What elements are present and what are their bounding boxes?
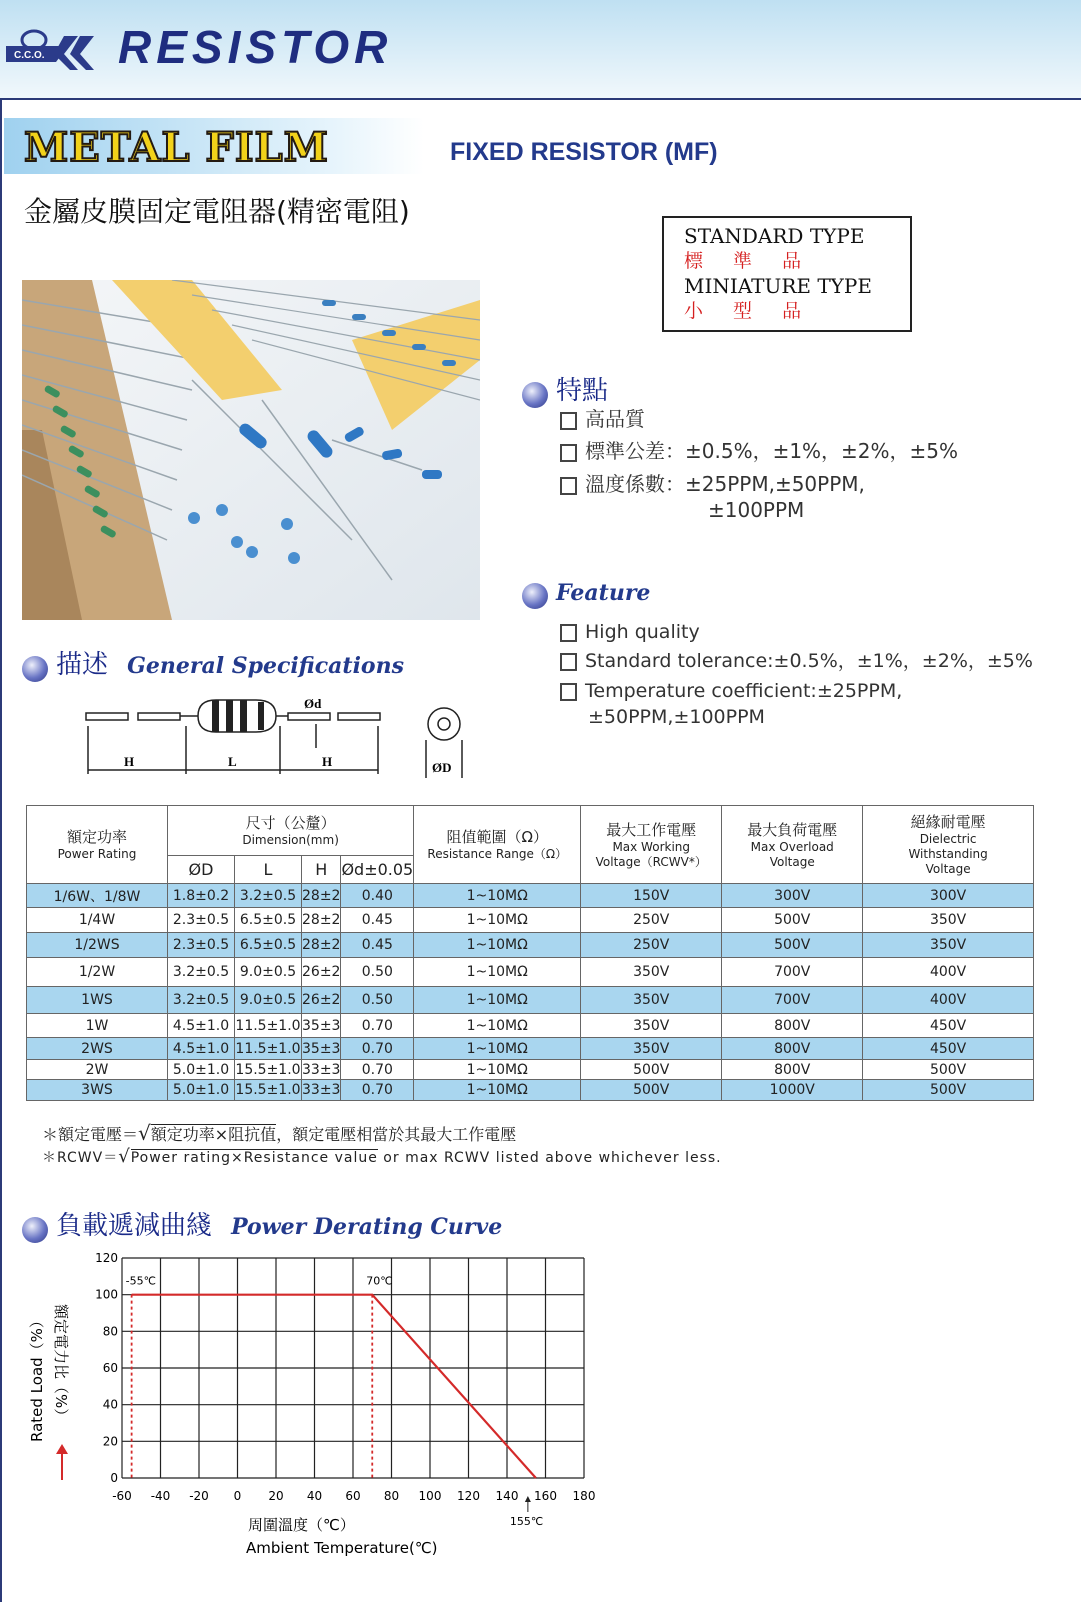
y-tick-label: 20 bbox=[102, 1434, 118, 1449]
table-cell-D: 4.5±1.0 bbox=[168, 1014, 235, 1038]
header-text: 最大負荷電壓 bbox=[747, 820, 838, 839]
table-cell-range: 1~10MΩ bbox=[414, 958, 581, 987]
table-cell-H: 28±2 bbox=[302, 933, 341, 958]
table-cell-diel: 350V bbox=[863, 908, 1034, 933]
fixed-resistor-title: FIXED RESISTOR (MF) bbox=[450, 138, 718, 166]
derating-series-line bbox=[132, 1295, 536, 1478]
table-cell-D: 4.5±1.0 bbox=[168, 1038, 235, 1060]
note-zh bbox=[42, 1121, 516, 1145]
header-text: Resistance Range（Ω） bbox=[427, 847, 568, 861]
header-text: 尺寸（公釐） bbox=[245, 814, 336, 832]
table-cell-diel: 400V bbox=[863, 958, 1034, 987]
table-cell-L: 9.0±0.5 bbox=[235, 958, 302, 987]
table-row bbox=[27, 958, 1034, 987]
table-row bbox=[27, 1014, 1034, 1038]
table-cell-range: 1~10MΩ bbox=[414, 933, 581, 958]
x-tick-label: 20 bbox=[268, 1489, 284, 1503]
table-cell-work: 350V bbox=[581, 958, 722, 987]
features-en-heading-row bbox=[522, 580, 650, 609]
table-cell-power: 3WS bbox=[27, 1080, 168, 1101]
table-cell-over: 500V bbox=[722, 908, 863, 933]
table-cell-diel: 500V bbox=[863, 1060, 1034, 1080]
table-cell-d: 0.50 bbox=[341, 987, 414, 1014]
table-cell-d: 0.45 bbox=[341, 933, 414, 958]
table-cell-range: 1~10MΩ bbox=[414, 908, 581, 933]
table-cell-work: 500V bbox=[581, 1060, 722, 1080]
table-cell-diel: 350V bbox=[863, 933, 1034, 958]
table-cell-power: 1/6W、1/8W bbox=[27, 884, 168, 908]
checkbox-icon bbox=[560, 412, 577, 430]
feature-en-text: Temperature coefficient:±25PPM, bbox=[585, 680, 903, 702]
col-H-header: H bbox=[302, 856, 341, 884]
table-cell-D: 5.0±1.0 bbox=[168, 1060, 235, 1080]
brand-logo bbox=[2, 24, 98, 70]
table-cell-d: 0.70 bbox=[341, 1038, 414, 1060]
bullet-icon bbox=[522, 583, 548, 609]
note-en-prefix: ＊RCWV＝ bbox=[42, 1150, 119, 1166]
header-text: Max Overload bbox=[750, 839, 834, 854]
table-cell-range: 1~10MΩ bbox=[414, 1014, 581, 1038]
table-cell-over: 500V bbox=[722, 933, 863, 958]
table-cell-diel: 450V bbox=[863, 1038, 1034, 1060]
x-tick-label: 120 bbox=[457, 1489, 480, 1503]
header-text: Voltage（RCWV*） bbox=[595, 854, 707, 869]
table-cell-range: 1~10MΩ bbox=[414, 884, 581, 908]
table-row bbox=[27, 933, 1034, 958]
feature-en-text: Standard tolerance:±0.5%，±1%，±2%，±5% bbox=[585, 650, 1033, 672]
table-cell-d: 0.70 bbox=[341, 1014, 414, 1038]
general-specs-heading-en: General Specifications bbox=[127, 653, 404, 679]
table-cell-d: 0.70 bbox=[341, 1080, 414, 1101]
table-cell-L: 6.5±0.5 bbox=[235, 933, 302, 958]
table-cell-range: 1~10MΩ bbox=[414, 1038, 581, 1060]
table-cell-D: 2.3±0.5 bbox=[168, 908, 235, 933]
table-cell-over: 700V bbox=[722, 987, 863, 1014]
table-cell-work: 350V bbox=[581, 1038, 722, 1060]
col-power-header bbox=[27, 806, 168, 884]
table-cell-L: 11.5±1.0 bbox=[235, 1014, 302, 1038]
col-D-header: ØD bbox=[168, 856, 235, 884]
table-row bbox=[27, 987, 1034, 1014]
table-cell-range: 1~10MΩ bbox=[414, 987, 581, 1014]
table-cell-work: 250V bbox=[581, 908, 722, 933]
checkbox-icon bbox=[560, 624, 577, 642]
chart-ylabel-zh: 額定電力比（%） bbox=[52, 1304, 70, 1424]
up-arrow-icon bbox=[525, 1496, 531, 1502]
general-specs-heading-row bbox=[22, 644, 404, 682]
table-cell-over: 800V bbox=[722, 1014, 863, 1038]
feature-zh-text: 溫度係數：±25PPM,±50PPM, bbox=[585, 472, 865, 496]
x-tick-label: 100 bbox=[418, 1489, 442, 1503]
table-cell-D: 3.2±0.5 bbox=[168, 987, 235, 1014]
table-cell-work: 250V bbox=[581, 933, 722, 958]
y-tick-label: 40 bbox=[102, 1397, 118, 1412]
metal-film-title: METAL FILM bbox=[24, 124, 329, 171]
table-cell-D: 3.2±0.5 bbox=[168, 958, 235, 987]
checkbox-icon bbox=[560, 477, 577, 495]
table-cell-d: 0.45 bbox=[341, 908, 414, 933]
col-L-header: L bbox=[235, 856, 302, 884]
table-cell-range: 1~10MΩ bbox=[414, 1060, 581, 1080]
miniature-type-zh: 小 型 品 bbox=[684, 300, 814, 322]
table-row bbox=[27, 1080, 1034, 1101]
x-tick-label: 140 bbox=[495, 1489, 519, 1503]
note-zh-radicand: 額定功率×阻抗值 bbox=[150, 1125, 277, 1144]
x-tick-label: 80 bbox=[383, 1489, 400, 1503]
sqrt-icon: √ bbox=[118, 1146, 131, 1167]
note-en-radicand: Power rating×Resistance value bbox=[130, 1150, 378, 1166]
bullet-icon bbox=[522, 382, 548, 408]
table-cell-D: 1.8±0.2 bbox=[168, 884, 235, 908]
derating-chart bbox=[18, 1248, 638, 1602]
header-text: 絕緣耐電壓 bbox=[910, 813, 986, 831]
table-cell-H: 35±3 bbox=[302, 1038, 341, 1060]
chart-xlabel-en: Ambient Temperature(℃) bbox=[246, 1539, 438, 1557]
bullet-icon bbox=[22, 656, 48, 682]
table-cell-L: 15.5±1.0 bbox=[235, 1080, 302, 1101]
header-text: Dimension(mm) bbox=[242, 833, 339, 847]
table-cell-H: 33±3 bbox=[302, 1061, 341, 1078]
table-cell-H: 35±3 bbox=[302, 1014, 341, 1038]
table-cell-D: 2.3±0.5 bbox=[168, 933, 235, 958]
derating-heading-zh: 負載遞減曲綫 bbox=[56, 1211, 213, 1241]
table-cell-L: 6.5±0.5 bbox=[235, 908, 302, 933]
table-cell-range: 1~10MΩ bbox=[414, 1080, 581, 1101]
table-cell-H: 26±2 bbox=[302, 987, 341, 1014]
x-tick-label: 160 bbox=[534, 1489, 557, 1503]
table-cell-power: 1W bbox=[27, 1014, 168, 1038]
header-text: 額定功率 bbox=[66, 828, 127, 846]
standard-type-zh: 標 準 品 bbox=[684, 250, 814, 272]
table-cell-over: 800V bbox=[722, 1060, 863, 1080]
chinese-title: 金屬皮膜固定電阻器(精密電阻) bbox=[24, 195, 410, 228]
table-cell-over: 1000V bbox=[722, 1080, 863, 1101]
header-text: 最大工作電壓 bbox=[606, 820, 697, 839]
marker-label: 155℃ bbox=[509, 1515, 544, 1528]
table-cell-work: 350V bbox=[581, 1014, 722, 1038]
table-cell-diel: 300V bbox=[863, 884, 1034, 908]
features-zh-heading: 特點 bbox=[556, 376, 609, 406]
x-tick-label: 180 bbox=[572, 1489, 596, 1503]
table-cell-over: 800V bbox=[722, 1038, 863, 1060]
features-en-heading: Feature bbox=[556, 580, 651, 606]
header-text: Max Working bbox=[612, 839, 691, 854]
derating-heading-en: Power Derating Curve bbox=[231, 1214, 503, 1240]
y-tick-label: 60 bbox=[102, 1361, 118, 1375]
feature-en-text: High quality bbox=[585, 621, 700, 643]
col-overload-voltage-header bbox=[722, 806, 863, 884]
x-tick-label: 60 bbox=[345, 1489, 361, 1503]
spec-table bbox=[26, 805, 1034, 1101]
miniature-type-label: MINIATURE TYPE bbox=[684, 274, 872, 298]
dim-label-l: L bbox=[228, 754, 237, 769]
feature-zh-text: 標準公差：±0.5%，±1%，±2%，±5% bbox=[585, 439, 959, 463]
marker-label: 70℃ bbox=[366, 1274, 393, 1288]
note-en-suffix: or max RCWV listed above whichever less. bbox=[377, 1150, 722, 1166]
header-text: 阻值範圍（Ω） bbox=[446, 828, 548, 846]
table-cell-work: 350V bbox=[581, 987, 722, 1014]
dim-label-d: Ød bbox=[304, 696, 322, 711]
header-text: Voltage bbox=[925, 862, 971, 876]
product-photo bbox=[22, 280, 480, 620]
feature-zh-text: 高品質 bbox=[585, 407, 645, 431]
table-cell-over: 700V bbox=[722, 958, 863, 987]
table-cell-power: 1/4W bbox=[27, 908, 168, 933]
x-tick-label: -20 bbox=[189, 1489, 209, 1503]
table-row bbox=[27, 1060, 1034, 1080]
feature-zh-item bbox=[560, 436, 958, 466]
general-specs-heading-zh: 描述 bbox=[56, 650, 109, 680]
header-text: Dielectric bbox=[919, 832, 977, 846]
chart-ylabel-en: Rated Load（%） bbox=[28, 1313, 46, 1442]
table-cell-power: 1WS bbox=[27, 987, 168, 1014]
table-cell-d: 0.50 bbox=[341, 958, 414, 987]
table-cell-diel: 400V bbox=[863, 987, 1034, 1014]
dim-label-h2: H bbox=[322, 754, 333, 769]
table-cell-H: 26±2 bbox=[302, 958, 341, 987]
marker-label: -55℃ bbox=[125, 1274, 156, 1288]
table-cell-power: 2WS bbox=[27, 1038, 168, 1060]
chart-grid bbox=[122, 1258, 584, 1478]
table-cell-over: 300V bbox=[722, 884, 863, 908]
feature-zh-text-cont: ±100PPM bbox=[708, 498, 805, 522]
table-cell-diel: 450V bbox=[863, 1014, 1034, 1038]
y-tick-label: 120 bbox=[95, 1251, 118, 1265]
up-arrow-icon bbox=[56, 1444, 68, 1480]
y-tick-label: 80 bbox=[102, 1324, 118, 1339]
table-cell-d: 0.70 bbox=[341, 1060, 414, 1080]
note-zh-suffix: ，額定電壓相當於其最大工作電壓 bbox=[276, 1125, 517, 1144]
sqrt-icon: √ bbox=[138, 1121, 151, 1145]
header-text: Voltage bbox=[769, 854, 815, 869]
features-zh-heading-row bbox=[522, 370, 608, 408]
dimension-drawing bbox=[80, 690, 480, 782]
table-cell-L: 3.2±0.5 bbox=[235, 884, 302, 908]
chart-ticks bbox=[95, 1251, 595, 1503]
table-cell-L: 9.0±0.5 bbox=[235, 987, 302, 1014]
y-tick-label: 100 bbox=[95, 1287, 118, 1302]
table-cell-work: 150V bbox=[581, 884, 722, 908]
derating-heading-row bbox=[22, 1205, 502, 1243]
note-zh-prefix: ＊額定電壓＝ bbox=[42, 1125, 139, 1144]
brand-title: RESISTOR bbox=[118, 21, 393, 73]
table-cell-d: 0.40 bbox=[341, 884, 414, 908]
table-cell-work: 500V bbox=[581, 1080, 722, 1101]
y-tick-label: 0 bbox=[110, 1471, 118, 1485]
x-tick-label: 40 bbox=[306, 1489, 323, 1503]
table-cell-L: 11.5±1.0 bbox=[235, 1038, 302, 1060]
feature-zh-item bbox=[560, 404, 645, 434]
bullet-icon bbox=[22, 1217, 48, 1243]
chart-xlabel-zh: 周圍溫度（℃） bbox=[248, 1516, 355, 1534]
col-working-voltage-header bbox=[581, 806, 722, 884]
feature-en-text-cont: ±50PPM,±100PPM bbox=[588, 706, 765, 728]
checkbox-icon bbox=[560, 444, 577, 462]
table-cell-diel: 500V bbox=[863, 1080, 1034, 1101]
table-cell-D: 5.0±1.0 bbox=[168, 1080, 235, 1101]
table-row bbox=[27, 884, 1034, 908]
checkbox-icon bbox=[560, 653, 577, 671]
table-cell-L: 15.5±1.0 bbox=[235, 1061, 301, 1078]
left-border bbox=[0, 100, 2, 1602]
col-dimension-header bbox=[168, 806, 414, 856]
header-text: Power Rating bbox=[57, 847, 137, 861]
header-text: Withstanding bbox=[908, 847, 988, 861]
dim-label-big-d: ØD bbox=[432, 760, 452, 775]
table-cell-power: 2W bbox=[27, 1060, 168, 1080]
col-d-header: Ød±0.05 bbox=[341, 856, 414, 884]
x-tick-label: -60 bbox=[112, 1489, 132, 1503]
brand-logo-text: C.C.O. bbox=[14, 50, 45, 61]
standard-type-label: STANDARD TYPE bbox=[684, 224, 865, 248]
x-tick-label: 0 bbox=[233, 1489, 242, 1503]
table-cell-H: 28±2 bbox=[302, 908, 341, 933]
type-box bbox=[662, 216, 912, 332]
col-range-header bbox=[414, 806, 581, 884]
x-tick-label: -40 bbox=[150, 1489, 171, 1503]
table-row bbox=[27, 908, 1034, 933]
feature-en-item bbox=[560, 646, 1033, 676]
note-en bbox=[42, 1146, 722, 1167]
table-cell-power: 1/2WS bbox=[27, 933, 168, 958]
table-cell-power: 1/2W bbox=[27, 958, 168, 987]
table-cell-H: 33±3 bbox=[302, 1080, 341, 1101]
col-dielectric-header bbox=[863, 806, 1034, 884]
dim-label-h1: H bbox=[124, 754, 135, 769]
feature-en-item bbox=[560, 617, 700, 647]
table-cell-H: 28±2 bbox=[302, 884, 341, 908]
checkbox-icon bbox=[560, 683, 577, 701]
table-row bbox=[27, 1038, 1034, 1060]
